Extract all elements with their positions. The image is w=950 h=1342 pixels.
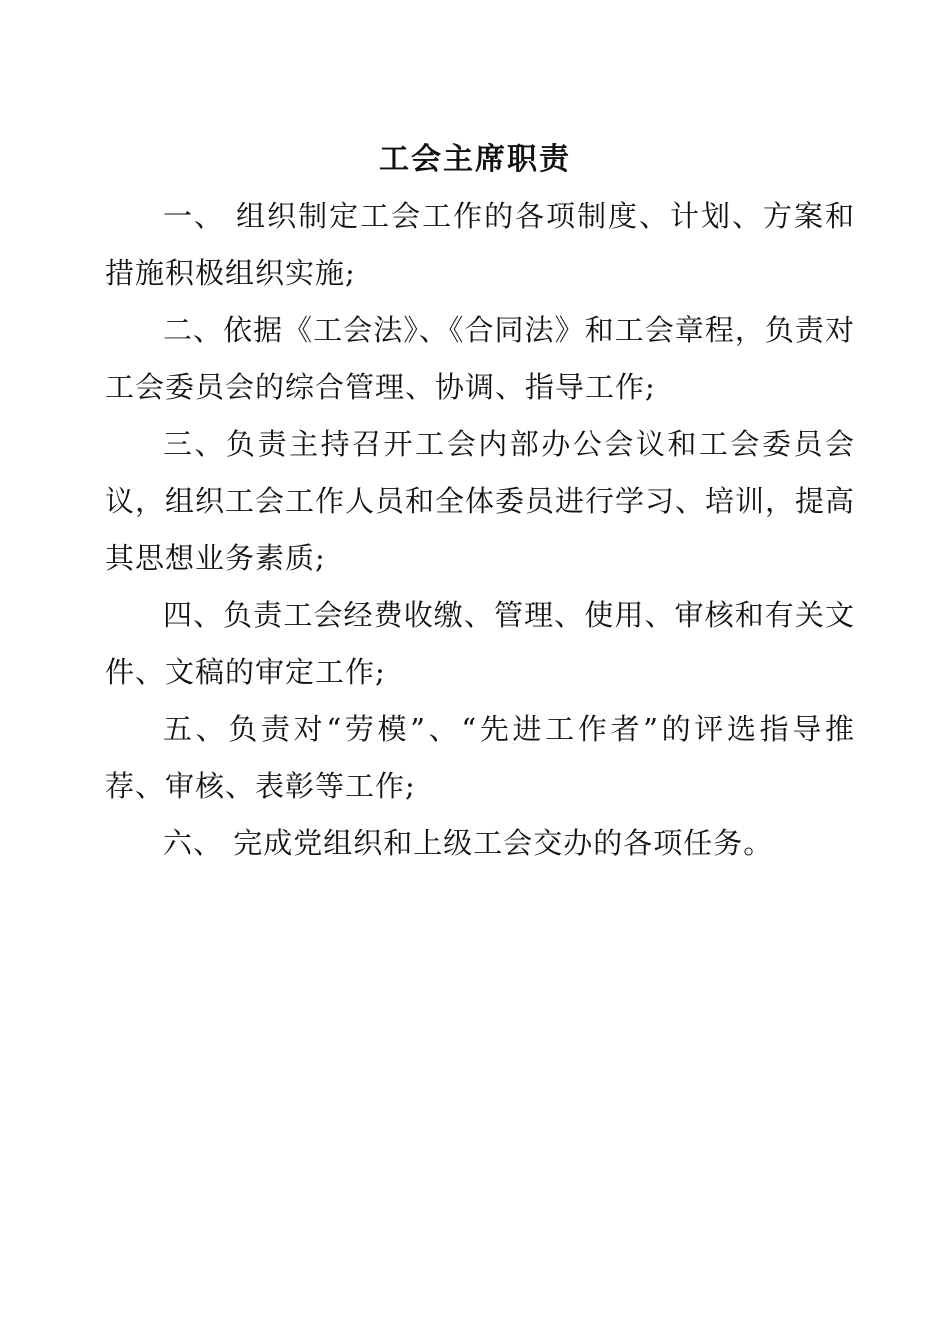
duty-item-6: 六、 完成党组织和上级工会交办的各项任务。 (163, 826, 774, 860)
duty-item-4: 四、负责工会经费收缴、管理、使用、审核和有关文件、文稿的审定工作; (105, 598, 855, 689)
duty-item-5: 五、负责对“劳模”、“先进工作者”的评选指导推荐、审核、表彰等工作; (105, 712, 855, 803)
duty-item-3: 三、负责主持召开工会内部办公会议和工会委员会议，组织工会工作人员和全体委员进行学习、培训，提高其思想业务素质; (105, 427, 856, 575)
document-body (105, 188, 855, 872)
duty-item-2: 二、依据《工会法》、《合同法》和工会章程，负责对工会委员会的综合管理、协调、指导工作; (105, 313, 855, 404)
duty-item-1: 一、 组织制定工会工作的各项制度、计划、方案和措施积极组织实施; (105, 199, 855, 290)
document-title: 工会主席职责 (379, 142, 571, 177)
